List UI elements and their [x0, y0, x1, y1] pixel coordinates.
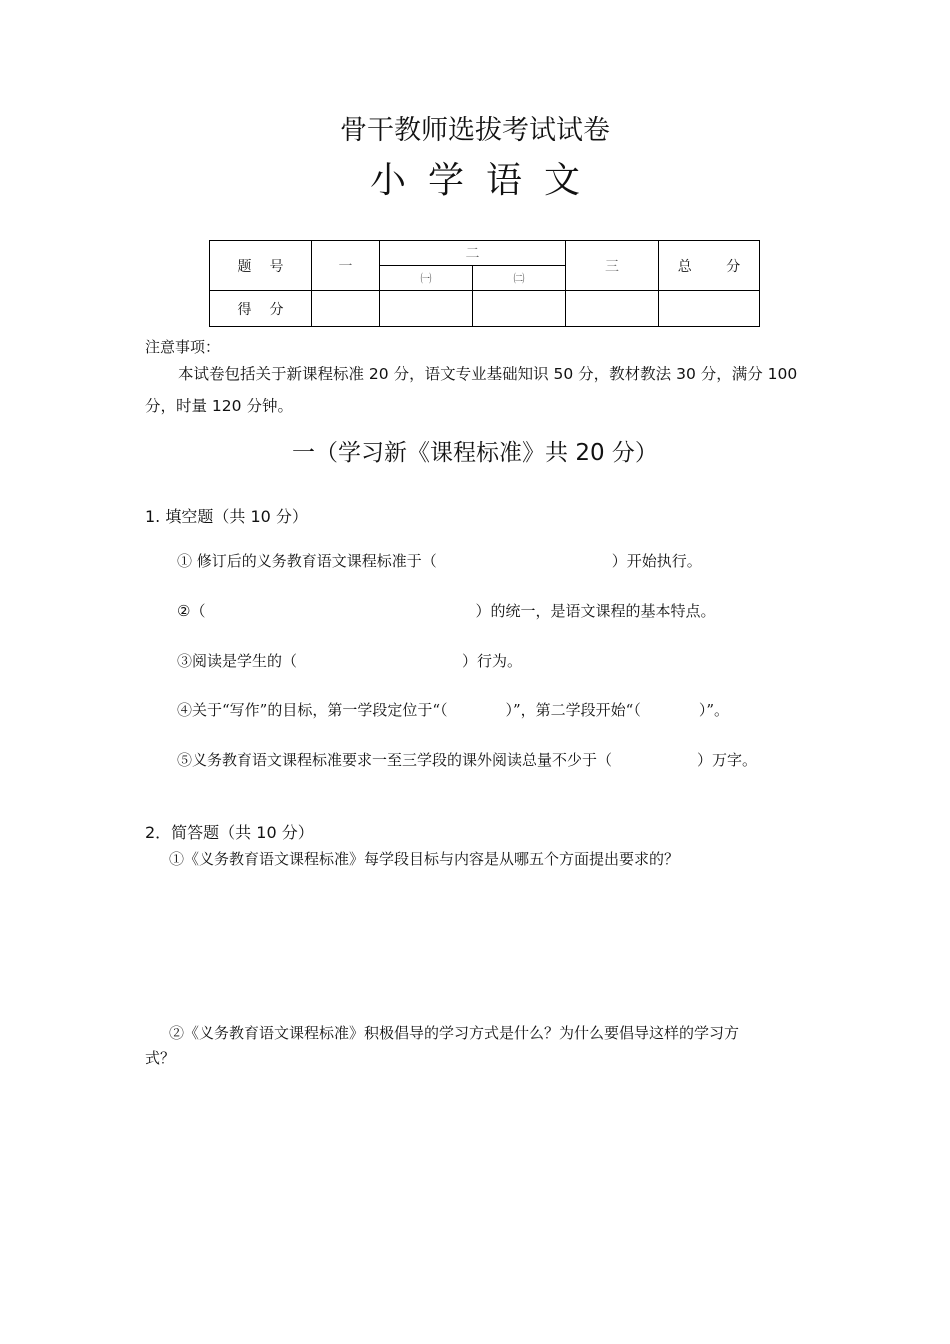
col-header-3: 三: [566, 241, 659, 291]
fill-item-4-mid: ）”，第二学段开始“（: [505, 701, 641, 719]
col-header-2-sub2: ㈡: [473, 266, 566, 291]
short-answer-2-line1: ②《义务教育语文课程标准》积极倡导的学习方式是什么？为什么要倡导这样的学习方: [169, 1024, 740, 1042]
row-label-score: 得分: [210, 291, 312, 327]
fill-item-5-pre: ⑤义务教育语文课程标准要求一至三学段的课外阅读总量不少于（: [177, 751, 613, 769]
notice-heading: 注意事项：: [145, 338, 221, 356]
fill-item-4-pre: ④关于“写作”的目标，第一学段定位于“（: [177, 701, 448, 719]
fill-item-3-pre: ③阅读是学生的（: [177, 652, 298, 670]
col-header-2-sub1: ㈠: [380, 266, 473, 291]
score-cell-3: [566, 291, 659, 327]
fill-item-2: [177, 600, 715, 621]
fill-item-4-post: ）”。: [698, 701, 730, 719]
score-table: [209, 240, 760, 327]
notice-body: 本试卷包括关于新课程标准 20 分，语文专业基础知识 50 分，教材教法 30 分，满分 100 分，时量 120 分钟。: [145, 365, 798, 415]
row-label-question-no: 题号: [210, 241, 312, 291]
fill-item-3-post: ）行为。: [462, 652, 523, 670]
subject-title: 小学语文: [369, 160, 602, 201]
fill-item-2-post: ）的统一，是语文课程的基本特点。: [475, 602, 716, 620]
exam-title: 骨干教师选拔考试试卷: [340, 115, 610, 146]
fill-item-1: [177, 550, 702, 571]
score-cell-2-1: [380, 291, 473, 327]
short-answer-2-line2: 式？: [145, 1049, 176, 1067]
col-header-1: 一: [312, 241, 380, 291]
col-header-2: 二: [380, 241, 566, 266]
fill-item-4: [177, 699, 729, 720]
score-cell-total: [659, 291, 760, 327]
fill-item-5-post: ）万字。: [697, 751, 758, 769]
score-cell-2-2: [473, 291, 566, 327]
fill-item-1-post: ）开始执行。: [611, 552, 702, 570]
fill-item-1-pre: ① 修订后的义务教育语文课程标准于（: [177, 552, 437, 570]
score-cell-1: [312, 291, 380, 327]
fill-item-2-pre: ②（: [177, 602, 206, 620]
q2-heading: 2．简答题（共 10 分）: [145, 823, 314, 842]
fill-item-3: [177, 650, 522, 671]
col-header-total: 总 分: [659, 241, 760, 291]
q1-heading: 1. 填空题（共 10 分）: [145, 507, 308, 526]
section-1-title: 一（学习新《课程标准》共 20 分）: [292, 440, 658, 466]
fill-item-5: [177, 749, 757, 770]
short-answer-1: ①《义务教育语文课程标准》每学段目标与内容是从哪五个方面提出要求的？: [169, 850, 680, 868]
